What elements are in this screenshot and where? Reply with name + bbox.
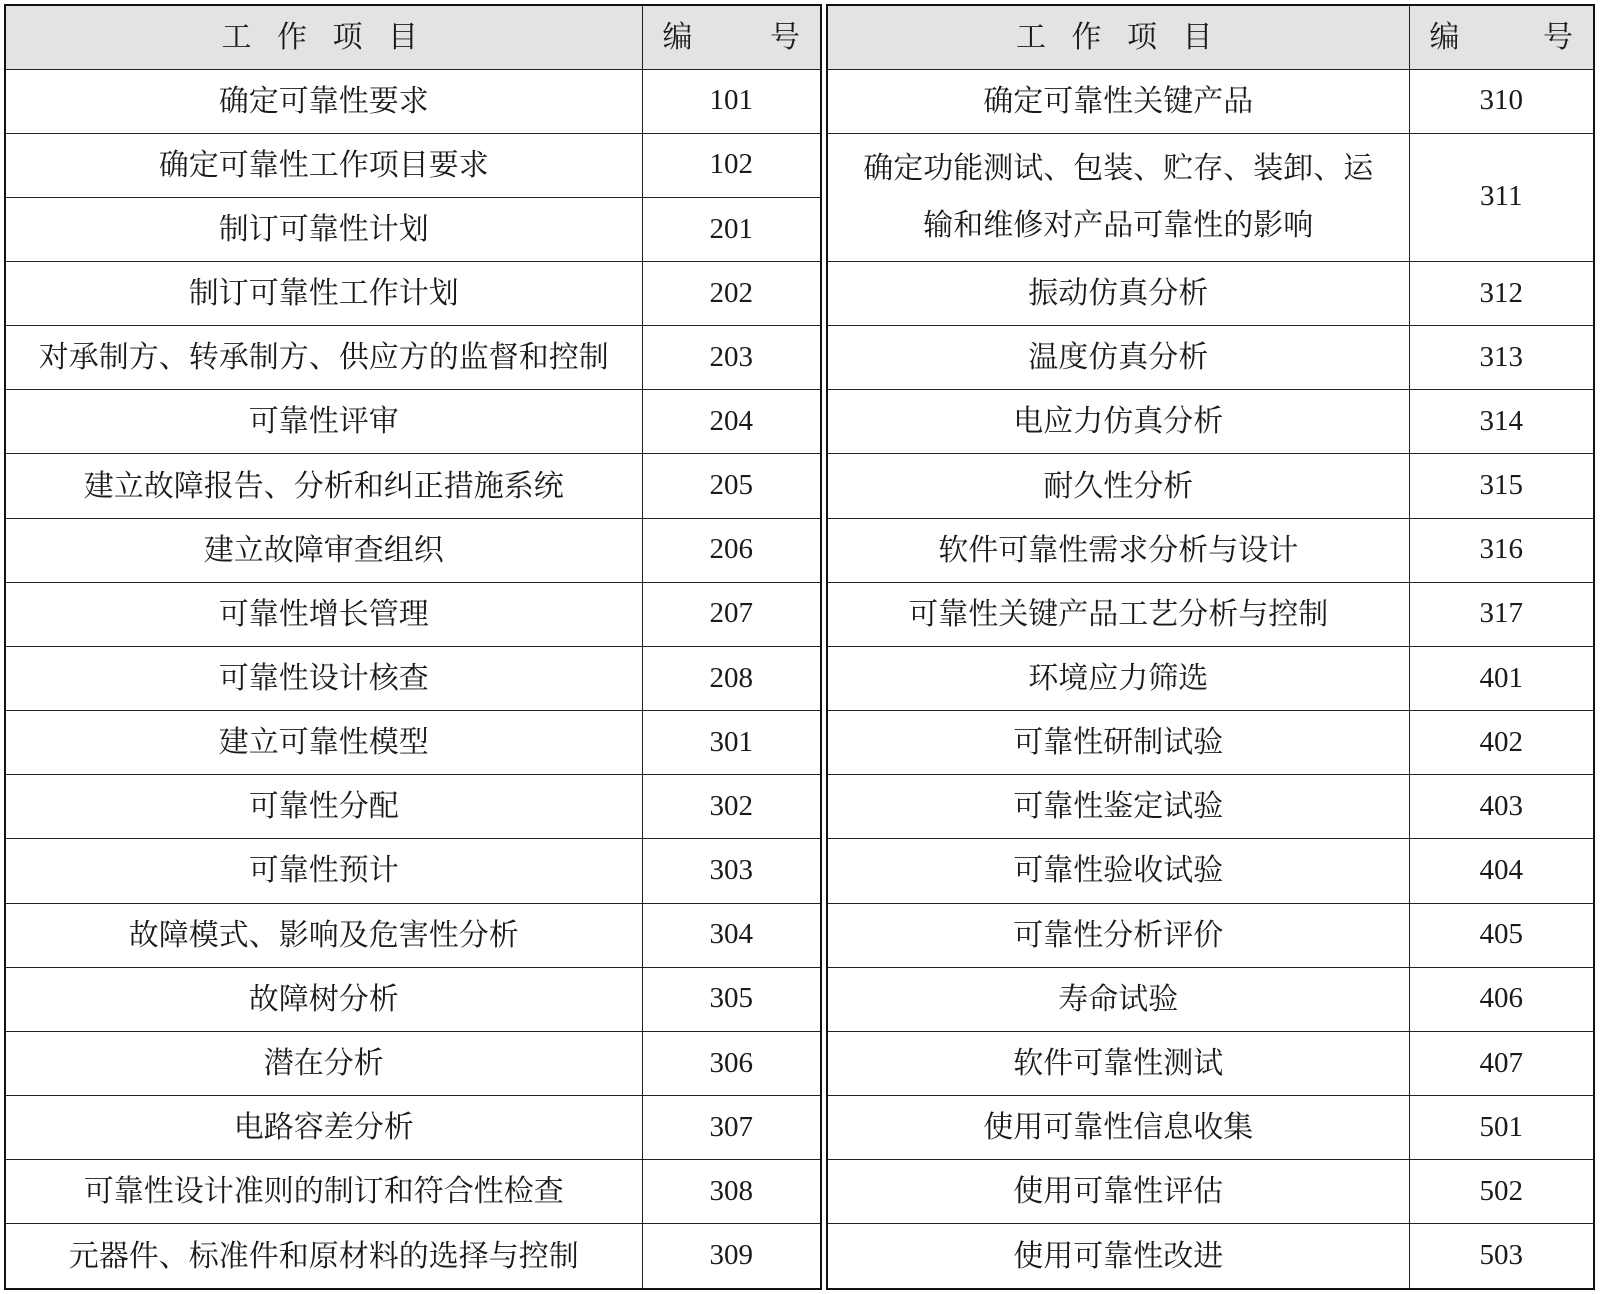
work-item-number: 406 bbox=[1409, 967, 1593, 1031]
table-row bbox=[6, 1031, 820, 1095]
work-item-number: 307 bbox=[642, 1096, 820, 1160]
table-row bbox=[828, 133, 1593, 197]
table-row bbox=[828, 518, 1593, 582]
work-item-name: 可靠性预计 bbox=[6, 839, 642, 903]
work-item-name: 振动仿真分析 bbox=[828, 261, 1409, 325]
work-item-name: 电路容差分析 bbox=[6, 1096, 642, 1160]
work-item-name: 可靠性研制试验 bbox=[828, 711, 1409, 775]
work-item-number: 101 bbox=[642, 69, 820, 133]
left-table-half bbox=[4, 4, 822, 1290]
work-item-number: 305 bbox=[642, 967, 820, 1031]
number-header-char-1: 编 bbox=[662, 19, 693, 55]
work-item-number: 102 bbox=[642, 133, 820, 197]
work-item-name: 可靠性增长管理 bbox=[6, 582, 642, 646]
work-item-name: 建立故障报告、分析和纠正措施系统 bbox=[6, 454, 642, 518]
work-item-number: 311 bbox=[1409, 133, 1593, 261]
work-item-name: 建立可靠性模型 bbox=[6, 711, 642, 775]
table-row bbox=[6, 775, 820, 839]
work-item-number: 203 bbox=[642, 326, 820, 390]
table-row bbox=[6, 1160, 820, 1224]
table-row bbox=[828, 454, 1593, 518]
work-item-name: 建立故障审查组织 bbox=[6, 518, 642, 582]
work-item-name: 元器件、标准件和原材料的选择与控制 bbox=[6, 1224, 642, 1288]
work-item-number: 315 bbox=[1409, 454, 1593, 518]
work-item-number: 202 bbox=[642, 261, 820, 325]
number-column-header bbox=[1409, 6, 1593, 69]
work-item-name: 故障树分析 bbox=[6, 967, 642, 1031]
work-item-name: 可靠性验收试验 bbox=[828, 839, 1409, 903]
table-row bbox=[6, 390, 820, 454]
work-item-number: 402 bbox=[1409, 711, 1593, 775]
work-item-number: 309 bbox=[642, 1224, 820, 1288]
work-item-name: 软件可靠性测试 bbox=[828, 1031, 1409, 1095]
work-item-name: 可靠性设计核查 bbox=[6, 646, 642, 710]
work-item-name: 确定可靠性关键产品 bbox=[828, 69, 1409, 133]
work-item-number: 314 bbox=[1409, 390, 1593, 454]
table-row bbox=[6, 582, 820, 646]
work-item-name: 故障模式、影响及危害性分析 bbox=[6, 903, 642, 967]
work-item-number: 208 bbox=[642, 646, 820, 710]
table-row bbox=[828, 1096, 1593, 1160]
work-item-name: 确定可靠性工作项目要求 bbox=[6, 133, 642, 197]
work-item-number: 301 bbox=[642, 711, 820, 775]
table-row bbox=[6, 967, 820, 1031]
item-column-header: 工 作 项 目 bbox=[6, 6, 642, 69]
work-item-name: 使用可靠性信息收集 bbox=[828, 1096, 1409, 1160]
table-row bbox=[6, 1096, 820, 1160]
work-item-number: 303 bbox=[642, 839, 820, 903]
work-item-number: 306 bbox=[642, 1031, 820, 1095]
table-row bbox=[828, 390, 1593, 454]
table-row bbox=[6, 133, 820, 197]
table-row bbox=[828, 1031, 1593, 1095]
work-item-number: 502 bbox=[1409, 1160, 1593, 1224]
work-item-number: 207 bbox=[642, 582, 820, 646]
work-item-name: 寿命试验 bbox=[828, 967, 1409, 1031]
work-item-number: 312 bbox=[1409, 261, 1593, 325]
work-item-number: 205 bbox=[642, 454, 820, 518]
work-item-name: 可靠性设计准则的制订和符合性检查 bbox=[6, 1160, 642, 1224]
work-item-number: 317 bbox=[1409, 582, 1593, 646]
work-item-name: 对承制方、转承制方、供应方的监督和控制 bbox=[6, 326, 642, 390]
left-table bbox=[6, 6, 820, 1288]
table-row bbox=[828, 967, 1593, 1031]
work-item-name: 环境应力筛选 bbox=[828, 646, 1409, 710]
work-item-number: 401 bbox=[1409, 646, 1593, 710]
table-row bbox=[828, 261, 1593, 325]
table-row bbox=[6, 903, 820, 967]
work-item-number: 407 bbox=[1409, 1031, 1593, 1095]
work-item-number: 206 bbox=[642, 518, 820, 582]
work-item-name: 可靠性鉴定试验 bbox=[828, 775, 1409, 839]
work-item-number: 316 bbox=[1409, 518, 1593, 582]
table-row bbox=[828, 69, 1593, 133]
number-header-char-2: 号 bbox=[770, 19, 800, 55]
work-item-name: 潜在分析 bbox=[6, 1031, 642, 1095]
work-item-name: 使用可靠性评估 bbox=[828, 1160, 1409, 1224]
work-item-number: 204 bbox=[642, 390, 820, 454]
work-item-number: 308 bbox=[642, 1160, 820, 1224]
work-item-number: 405 bbox=[1409, 903, 1593, 967]
table-row bbox=[6, 326, 820, 390]
table-row bbox=[828, 711, 1593, 775]
work-item-number: 501 bbox=[1409, 1096, 1593, 1160]
right-table-half bbox=[826, 4, 1595, 1290]
work-item-number: 302 bbox=[642, 775, 820, 839]
work-item-number: 201 bbox=[642, 197, 820, 261]
work-item-name: 可靠性评审 bbox=[6, 390, 642, 454]
work-item-name: 确定功能测试、包装、贮存、装卸、运输和维修对产品可靠性的影响 bbox=[828, 133, 1409, 261]
work-item-name: 温度仿真分析 bbox=[828, 326, 1409, 390]
item-column-header: 工 作 项 目 bbox=[828, 6, 1409, 69]
table-row bbox=[828, 775, 1593, 839]
work-item-name: 软件可靠性需求分析与设计 bbox=[828, 518, 1409, 582]
number-header-char-1: 编 bbox=[1429, 19, 1460, 55]
table-row bbox=[828, 582, 1593, 646]
work-items-table bbox=[4, 4, 1595, 1290]
work-item-number: 403 bbox=[1409, 775, 1593, 839]
table-row bbox=[6, 197, 820, 261]
work-item-name: 制订可靠性工作计划 bbox=[6, 261, 642, 325]
table-row bbox=[6, 69, 820, 133]
table-row bbox=[6, 518, 820, 582]
table-row bbox=[6, 839, 820, 903]
number-header-char-2: 号 bbox=[1543, 19, 1573, 55]
work-item-name: 电应力仿真分析 bbox=[828, 390, 1409, 454]
work-item-name: 耐久性分析 bbox=[828, 454, 1409, 518]
left-table-body bbox=[6, 69, 820, 1288]
right-table bbox=[828, 6, 1593, 1288]
number-column-header bbox=[642, 6, 820, 69]
table-row bbox=[828, 646, 1593, 710]
table-row bbox=[828, 1224, 1593, 1288]
table-row bbox=[6, 454, 820, 518]
work-item-number: 503 bbox=[1409, 1224, 1593, 1288]
table-row bbox=[6, 1224, 820, 1288]
table-row bbox=[828, 839, 1593, 903]
work-item-name: 使用可靠性改进 bbox=[828, 1224, 1409, 1288]
header-row bbox=[828, 6, 1593, 69]
table-row bbox=[828, 903, 1593, 967]
right-table-body bbox=[828, 69, 1593, 1288]
work-item-name: 确定可靠性要求 bbox=[6, 69, 642, 133]
work-item-number: 313 bbox=[1409, 326, 1593, 390]
work-item-number: 304 bbox=[642, 903, 820, 967]
table-row bbox=[6, 711, 820, 775]
work-item-name: 可靠性分析评价 bbox=[828, 903, 1409, 967]
work-item-name: 可靠性分配 bbox=[6, 775, 642, 839]
table-row bbox=[828, 326, 1593, 390]
table-row bbox=[6, 261, 820, 325]
header-row bbox=[6, 6, 820, 69]
table-row bbox=[828, 1160, 1593, 1224]
work-item-number: 310 bbox=[1409, 69, 1593, 133]
work-item-name: 可靠性关键产品工艺分析与控制 bbox=[828, 582, 1409, 646]
work-item-name: 制订可靠性计划 bbox=[6, 197, 642, 261]
work-item-number: 404 bbox=[1409, 839, 1593, 903]
table-row bbox=[6, 646, 820, 710]
